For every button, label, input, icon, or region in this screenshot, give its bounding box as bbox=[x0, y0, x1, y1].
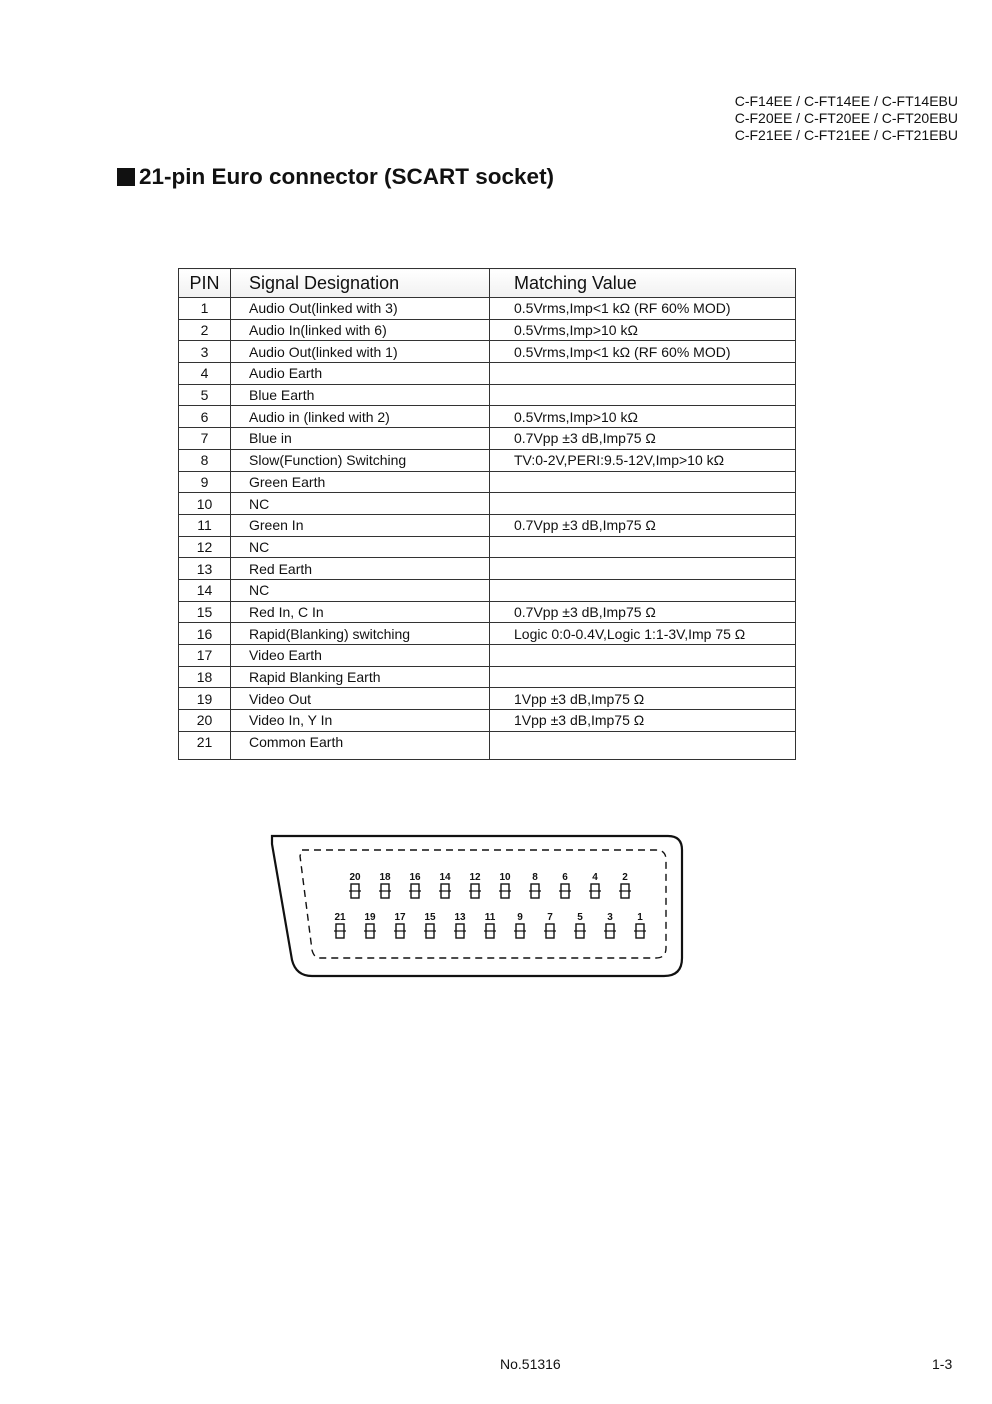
table-row bbox=[179, 428, 796, 450]
value-cell bbox=[490, 384, 796, 406]
value-cell bbox=[490, 558, 796, 580]
pin-label: 5 bbox=[577, 912, 583, 923]
table-row bbox=[179, 363, 796, 385]
value-cell bbox=[490, 536, 796, 558]
pin-label: 7 bbox=[547, 912, 553, 923]
value-cell: Logic 0:0-0.4V,Logic 1:1-3V,Imp 75 Ω bbox=[490, 623, 796, 645]
table-row bbox=[179, 406, 796, 428]
document-number: No.51316 bbox=[500, 1356, 561, 1372]
table-row bbox=[179, 298, 796, 320]
pin-cell: 15 bbox=[179, 601, 231, 623]
signal-cell: Blue Earth bbox=[231, 384, 490, 406]
pin-cell: 5 bbox=[179, 384, 231, 406]
table-row bbox=[179, 666, 796, 688]
signal-cell: Audio in (linked with 2) bbox=[231, 406, 490, 428]
pin-label: 2 bbox=[622, 872, 628, 883]
pin-cell: 17 bbox=[179, 645, 231, 667]
value-cell: 0.5Vrms,Imp<1 kΩ (RF 60% MOD) bbox=[490, 298, 796, 320]
pin-label: 14 bbox=[439, 872, 451, 883]
model-line: C-F20EE / C-FT20EE / C-FT20EBU bbox=[734, 110, 958, 126]
pin-label: 1 bbox=[637, 912, 643, 923]
square-bullet-icon bbox=[117, 168, 135, 186]
table-row bbox=[179, 731, 796, 759]
signal-cell: Rapid(Blanking) switching bbox=[231, 623, 490, 645]
pin-label: 16 bbox=[409, 872, 421, 883]
pin-label: 19 bbox=[364, 912, 376, 923]
pin-label: 6 bbox=[562, 872, 568, 883]
value-cell bbox=[490, 666, 796, 688]
table-row bbox=[179, 688, 796, 710]
value-cell bbox=[490, 493, 796, 515]
table-row bbox=[179, 645, 796, 667]
section-heading bbox=[117, 164, 554, 190]
value-cell: 0.7Vpp ±3 dB,Imp75 Ω bbox=[490, 428, 796, 450]
value-cell: TV:0-2V,PERI:9.5-12V,Imp>10 kΩ bbox=[490, 449, 796, 471]
pin-cell: 3 bbox=[179, 341, 231, 363]
signal-cell: Rapid Blanking Earth bbox=[231, 666, 490, 688]
table-body bbox=[179, 298, 796, 760]
value-cell: 0.5Vrms,Imp>10 kΩ bbox=[490, 319, 796, 341]
pin-label: 21 bbox=[334, 912, 346, 923]
pin-cell: 16 bbox=[179, 623, 231, 645]
signal-cell: Audio Out(linked with 3) bbox=[231, 298, 490, 320]
pin-row-bottom bbox=[334, 912, 646, 938]
table-row bbox=[179, 493, 796, 515]
table-row bbox=[179, 601, 796, 623]
pin-label: 9 bbox=[517, 912, 523, 923]
signal-cell: Audio In(linked with 6) bbox=[231, 319, 490, 341]
table-row bbox=[179, 514, 796, 536]
pin-cell: 1 bbox=[179, 298, 231, 320]
table-row bbox=[179, 341, 796, 363]
table-header-row bbox=[179, 269, 796, 298]
pin-label: 20 bbox=[349, 872, 361, 883]
model-list bbox=[735, 93, 958, 144]
signal-cell: Green Earth bbox=[231, 471, 490, 493]
value-cell: 1Vpp ±3 dB,Imp75 Ω bbox=[490, 688, 796, 710]
table-row bbox=[179, 536, 796, 558]
signal-cell: Red In, C In bbox=[231, 601, 490, 623]
pin-label: 18 bbox=[379, 872, 391, 883]
pin-label: 15 bbox=[424, 912, 436, 923]
table-row bbox=[179, 471, 796, 493]
value-cell bbox=[490, 731, 796, 759]
pin-cell: 8 bbox=[179, 449, 231, 471]
value-cell: 0.5Vrms,Imp>10 kΩ bbox=[490, 406, 796, 428]
pin-cell: 7 bbox=[179, 428, 231, 450]
pin-cell: 4 bbox=[179, 363, 231, 385]
pin-table bbox=[178, 268, 796, 760]
table-row bbox=[179, 579, 796, 601]
signal-cell: Audio Earth bbox=[231, 363, 490, 385]
signal-cell: Audio Out(linked with 1) bbox=[231, 341, 490, 363]
pin-row-top bbox=[349, 872, 631, 898]
pin-cell: 12 bbox=[179, 536, 231, 558]
pin-cell: 18 bbox=[179, 666, 231, 688]
signal-cell: Common Earth bbox=[231, 731, 490, 759]
signal-cell: Video In, Y In bbox=[231, 710, 490, 732]
signal-cell: Red Earth bbox=[231, 558, 490, 580]
scart-connector-diagram bbox=[268, 830, 688, 985]
signal-cell: Slow(Function) Switching bbox=[231, 449, 490, 471]
pin-label: 10 bbox=[499, 872, 511, 883]
table-row bbox=[179, 623, 796, 645]
pin-cell: 21 bbox=[179, 731, 231, 759]
table-row bbox=[179, 558, 796, 580]
pin-cell: 11 bbox=[179, 514, 231, 536]
column-header-value: Matching Value bbox=[490, 269, 796, 298]
pin-cell: 10 bbox=[179, 493, 231, 515]
pin-label: 3 bbox=[607, 912, 613, 923]
signal-cell: Video Earth bbox=[231, 645, 490, 667]
pin-label: 11 bbox=[484, 912, 496, 923]
pin-label: 17 bbox=[394, 912, 406, 923]
value-cell bbox=[490, 579, 796, 601]
pin-cell: 13 bbox=[179, 558, 231, 580]
signal-cell: Green In bbox=[231, 514, 490, 536]
pin-cell: 20 bbox=[179, 710, 231, 732]
pin-label: 12 bbox=[469, 872, 481, 883]
pin-cell: 9 bbox=[179, 471, 231, 493]
column-header-signal: Signal Designation bbox=[231, 269, 490, 298]
pin-cell: 14 bbox=[179, 579, 231, 601]
value-cell: 0.7Vpp ±3 dB,Imp75 Ω bbox=[490, 601, 796, 623]
signal-cell: NC bbox=[231, 536, 490, 558]
signal-cell: NC bbox=[231, 579, 490, 601]
column-header-pin: PIN bbox=[179, 269, 231, 298]
model-line: C-F21EE / C-FT21EE / C-FT21EBU bbox=[734, 127, 958, 143]
value-cell: 0.7Vpp ±3 dB,Imp75 Ω bbox=[490, 514, 796, 536]
model-line: C-F14EE / C-FT14EE / C-FT14EBU bbox=[734, 93, 958, 109]
table-row bbox=[179, 384, 796, 406]
value-cell bbox=[490, 363, 796, 385]
signal-cell: Blue in bbox=[231, 428, 490, 450]
value-cell: 1Vpp ±3 dB,Imp75 Ω bbox=[490, 710, 796, 732]
pin-cell: 19 bbox=[179, 688, 231, 710]
table-row bbox=[179, 449, 796, 471]
connector-inner-outline bbox=[300, 850, 666, 958]
value-cell bbox=[490, 645, 796, 667]
pin-label: 13 bbox=[454, 912, 466, 923]
connector-outline bbox=[272, 836, 682, 976]
pin-cell: 2 bbox=[179, 319, 231, 341]
table-row bbox=[179, 319, 796, 341]
pin-label: 8 bbox=[532, 872, 538, 883]
value-cell bbox=[490, 471, 796, 493]
page-number: 1-3 bbox=[932, 1356, 953, 1372]
table-row bbox=[179, 710, 796, 732]
pin-cell: 6 bbox=[179, 406, 231, 428]
signal-cell: Video Out bbox=[231, 688, 490, 710]
section-title: 21-pin Euro connector (SCART socket) bbox=[139, 164, 555, 189]
signal-cell: NC bbox=[231, 493, 490, 515]
value-cell: 0.5Vrms,Imp<1 kΩ (RF 60% MOD) bbox=[490, 341, 796, 363]
pin-label: 4 bbox=[592, 872, 598, 883]
